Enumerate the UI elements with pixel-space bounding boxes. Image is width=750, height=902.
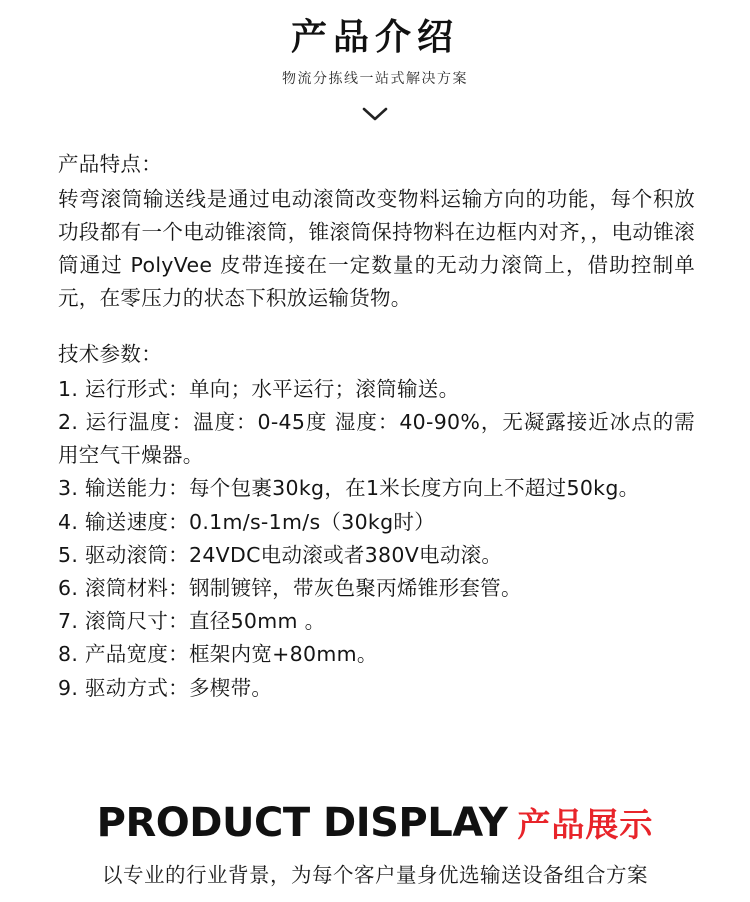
list-item: 8. 产品宽度：框架内宽+80mm。 xyxy=(58,642,378,667)
list-item: 7. 滚筒尺寸：直径50mm 。 xyxy=(58,609,326,634)
specs-list xyxy=(58,373,695,705)
list-item: 6. 滚筒材料：钢制镀锌，带灰色聚丙烯锥形套管。 xyxy=(58,576,522,601)
features-title: 产品特点： xyxy=(58,151,162,176)
section-spacer xyxy=(58,316,695,338)
footer-subtitle: 以专业的行业背景，为每个客户量身优选输送设备组合方案 xyxy=(102,863,648,887)
list-item: 5. 驱动滚筒：24VDC电动滚或者380V电动滚。 xyxy=(58,542,503,567)
footer-title-cn: 产品展示 xyxy=(517,805,654,844)
features-body: 转弯滚筒输送线是通过电动滚筒改变物料运输方向的功能，每个积放功段都有一个电动锥滚筒，锥滚筒保持物料在边框内对齐，，电动锥滚筒通过 PolyVee 皮带连接在一定数量的无动力滚筒上，借助控制单元，在零压力的状态下积放运输货物。 xyxy=(58,186,695,311)
list-item: 3. 输送能力：每个包裹30kg，在1米长度方向上不超过50kg。 xyxy=(58,476,640,501)
page-subtitle: 物流分拣线一站式解决方案 xyxy=(282,70,468,87)
chevron-down-icon xyxy=(362,107,388,121)
product-display-banner xyxy=(0,799,750,888)
page-title: 产品介绍 xyxy=(290,16,459,58)
footer-title-en: PRODUCT DISPLAY xyxy=(96,800,508,846)
footer-heading xyxy=(0,799,750,846)
page-header xyxy=(0,0,750,126)
list-item: 9. 驱动方式：多楔带。 xyxy=(58,675,273,700)
list-item: 1. 运行形式：单向；水平运行；滚筒输送。 xyxy=(58,376,460,401)
list-item: 2. 运行温度：温度：0-45度 湿度：40-90%，无凝露接近冰点的需用空气干燥器。 xyxy=(58,410,695,468)
list-item: 4. 输送速度：0.1m/s-1m/s（30kg时） xyxy=(58,509,435,534)
product-description xyxy=(0,126,750,705)
chevron-down-wrap xyxy=(0,102,750,126)
specs-title: 技术参数： xyxy=(58,341,162,366)
